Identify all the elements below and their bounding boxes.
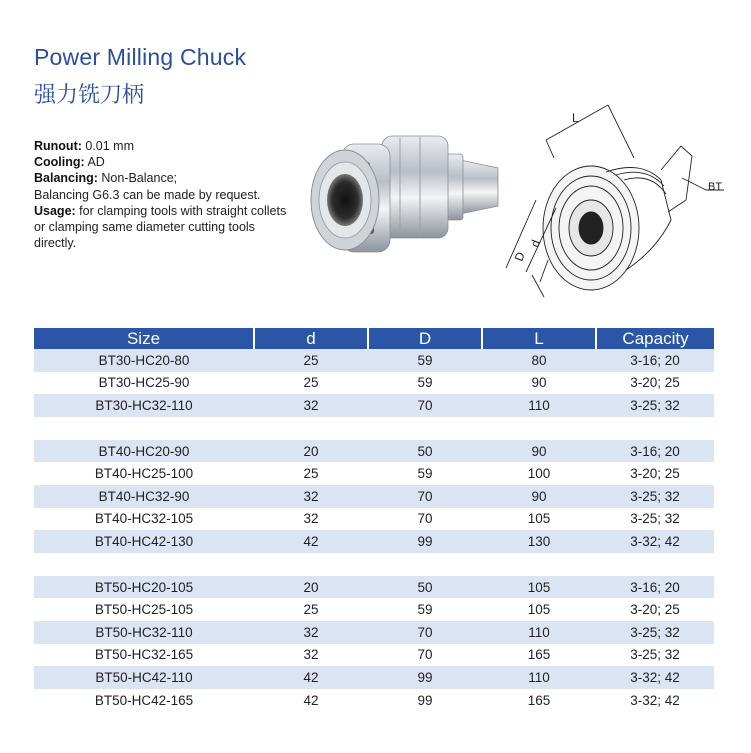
cell-size: BT50-HC42-110: [34, 666, 254, 689]
spec-balancing-note: Balancing G6.3 can be made by request.: [34, 187, 261, 202]
cell-capacity: 3-25; 32: [630, 647, 680, 663]
cell-size: BT50-HC32-110: [34, 621, 254, 644]
cell-size: BT30-HC32-110: [34, 394, 254, 417]
cell-d: 20: [254, 440, 368, 463]
cell-capacity: 3-32; 42: [630, 692, 680, 708]
column-header-size: Size: [34, 328, 254, 349]
cell-big-d: 70: [417, 511, 433, 527]
group-spacer: [34, 553, 714, 576]
cell-size: BT40-HC32-105: [94, 511, 194, 527]
cell-big-d: 50: [368, 440, 482, 463]
cell-capacity: 3-20; 25: [630, 375, 680, 391]
cell-l: 100: [527, 466, 551, 482]
cell-big-d: 70: [368, 485, 482, 508]
cell-big-d: 70: [368, 394, 482, 417]
spec-usage: Usage: for clamping tools with straight collets or clamping same diameter cutting tools directly.: [34, 203, 287, 251]
cell-size: BT30-HC25-90: [98, 375, 190, 391]
cell-l: 110: [482, 666, 596, 689]
table-row: [34, 485, 714, 508]
cell-big-d: 70: [417, 647, 433, 663]
cell-d: 42: [254, 666, 368, 689]
cell-l: 110: [482, 394, 596, 417]
table-row: [34, 530, 714, 553]
column-header-d: d: [254, 328, 368, 349]
cell-capacity: 3-16; 20: [596, 440, 714, 463]
cell-d: 42: [303, 692, 319, 708]
table-row: [34, 349, 714, 372]
spec-cooling: Cooling: AD: [34, 155, 105, 170]
cell-capacity: 3-20; 25: [630, 602, 680, 618]
table-row: [34, 666, 714, 689]
cell-capacity: 3-32; 42: [596, 666, 714, 689]
cell-capacity: 3-25; 32: [630, 511, 680, 527]
table-row: [34, 372, 714, 395]
column-header-D: D: [368, 328, 482, 349]
cell-d: 25: [303, 375, 319, 391]
cell-big-d: 99: [417, 692, 433, 708]
cell-l: 105: [527, 602, 551, 618]
cell-big-d: 59: [417, 602, 433, 618]
column-header-capacity: Capacity: [596, 328, 714, 349]
cell-d: 32: [254, 485, 368, 508]
spec-runout: Runout: 0.01 mm: [34, 139, 135, 153]
table-row: [34, 598, 714, 621]
dimension-drawing: [496, 100, 736, 305]
group-spacer: [34, 417, 714, 440]
cell-d: 32: [254, 394, 368, 417]
cell-size: BT40-HC20-90: [34, 440, 254, 463]
cell-big-d: 70: [368, 621, 482, 644]
cell-size: BT50-HC42-165: [94, 692, 194, 708]
cell-l: 90: [531, 375, 547, 391]
page-title-chinese: 强力铣刀柄: [34, 83, 145, 108]
product-photo: [290, 118, 505, 268]
cell-capacity: 3-32; 42: [596, 530, 714, 553]
table-row: [34, 576, 714, 599]
cell-d: 25: [303, 466, 319, 482]
drawing-label-D: D: [511, 250, 528, 264]
cell-d: 42: [254, 530, 368, 553]
cell-capacity: 3-16; 20: [596, 576, 714, 599]
cell-size: BT30-HC20-80: [34, 349, 254, 372]
cell-size: BT40-HC42-130: [34, 530, 254, 553]
cell-big-d: 99: [368, 666, 482, 689]
table-row: [34, 394, 714, 417]
cell-l: 130: [482, 530, 596, 553]
table-row: [34, 689, 714, 712]
cell-d: 32: [303, 647, 319, 663]
cell-d: 32: [254, 621, 368, 644]
cell-l: 90: [482, 440, 596, 463]
cell-size: BT50-HC20-105: [34, 576, 254, 599]
cell-l: 90: [482, 485, 596, 508]
spec-balancing: Balancing: Non-Balance;: [34, 171, 178, 186]
spec-list: [34, 138, 294, 251]
cell-big-d: 59: [368, 349, 482, 372]
cell-l: 80: [482, 349, 596, 372]
cell-capacity: 3-25; 32: [596, 621, 714, 644]
cell-size: BT40-HC32-90: [34, 485, 254, 508]
cell-d: 25: [254, 349, 368, 372]
cell-capacity: 3-16; 20: [596, 349, 714, 372]
specification-table: [34, 328, 714, 711]
column-header-L: L: [482, 328, 596, 349]
cell-l: 105: [482, 576, 596, 599]
cell-d: 25: [303, 602, 319, 618]
cell-size: BT40-HC25-100: [94, 466, 194, 482]
cell-big-d: 59: [417, 466, 433, 482]
cell-l: 110: [482, 621, 596, 644]
cell-d: 32: [303, 511, 319, 527]
table-row: [34, 621, 714, 644]
cell-big-d: 59: [417, 375, 433, 391]
cell-size: BT50-HC32-165: [94, 647, 194, 663]
table-row: [34, 644, 714, 667]
table-body: [34, 349, 714, 711]
cell-capacity: 3-25; 32: [596, 485, 714, 508]
drawing-label-L: L: [572, 111, 579, 125]
page-title: Power Milling Chuck: [34, 44, 247, 70]
cell-d: 20: [254, 576, 368, 599]
cell-l: 165: [527, 647, 551, 663]
cell-l: 105: [527, 511, 551, 527]
cell-big-d: 50: [368, 576, 482, 599]
table-row: [34, 508, 714, 531]
cell-size: BT50-HC25-105: [94, 602, 194, 618]
table-row: [34, 440, 714, 463]
table-row: [34, 462, 714, 485]
cell-capacity: 3-25; 32: [596, 394, 714, 417]
table-header-row: [34, 328, 714, 349]
cell-big-d: 99: [368, 530, 482, 553]
cell-capacity: 3-20; 25: [630, 466, 680, 482]
drawing-label-d: d: [527, 237, 544, 250]
cell-l: 165: [527, 692, 551, 708]
drawing-label-bt: BT: [708, 181, 723, 193]
